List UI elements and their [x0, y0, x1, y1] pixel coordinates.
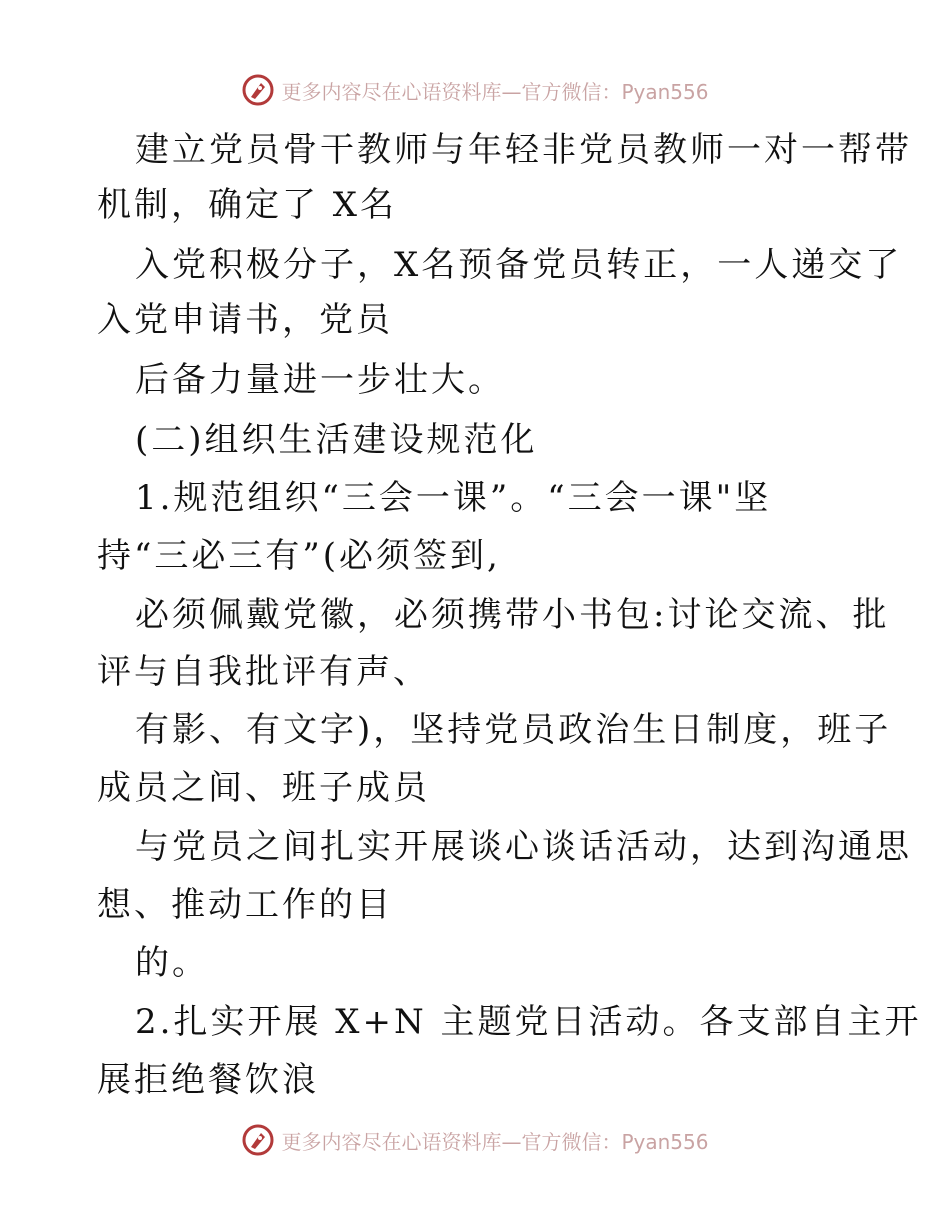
text-line: 想、推动工作的目	[97, 885, 393, 925]
watermark-text: 更多内容尽在心语资料库—官方微信：Pyan556	[281, 79, 709, 104]
text-line: 评与自我批评有声、	[97, 652, 430, 692]
text-line: 成员之间、班子成员	[97, 768, 430, 808]
text-line: 2.扎实开展 X+N 主题党日活动。各支部自主开	[135, 1002, 922, 1042]
text-line: 入党申请书，党员	[97, 300, 393, 340]
text-line: 后备力量进一步壮大。	[135, 360, 505, 400]
text-line: 与党员之间扎实开展谈心谈话活动，达到沟通思	[135, 827, 912, 867]
text-line: 必须佩戴党徽，必须携带小书包:讨论交流、批	[135, 595, 890, 635]
text-line: 建立党员骨干教师与年轻非党员教师一对一帮带	[135, 130, 912, 170]
text-line: 有影、有文字)，坚持党员政治生日制度，班子	[135, 710, 892, 750]
text-line: 机制，确定了 X名	[97, 185, 398, 225]
text-line: 1.规范组织“三会一课”。“三会一课"坚	[135, 478, 772, 518]
text-line: 持“三必三有”(必须签到,	[97, 536, 501, 576]
watermark-text: 更多内容尽在心语资料库—官方微信：Pyan556	[281, 1129, 709, 1154]
pen-nib-logo-icon	[241, 1123, 275, 1157]
header-watermark	[0, 70, 950, 110]
pen-nib-logo-icon	[241, 73, 275, 107]
text-line: 入党积极分子，X名预备党员转正，一人递交了	[135, 245, 903, 285]
text-line: 展拒绝餐饮浪	[97, 1060, 319, 1100]
footer-watermark	[0, 1120, 950, 1160]
section-heading: (二)组织生活建设规范化	[135, 420, 538, 460]
text-line: 的。	[135, 943, 209, 983]
